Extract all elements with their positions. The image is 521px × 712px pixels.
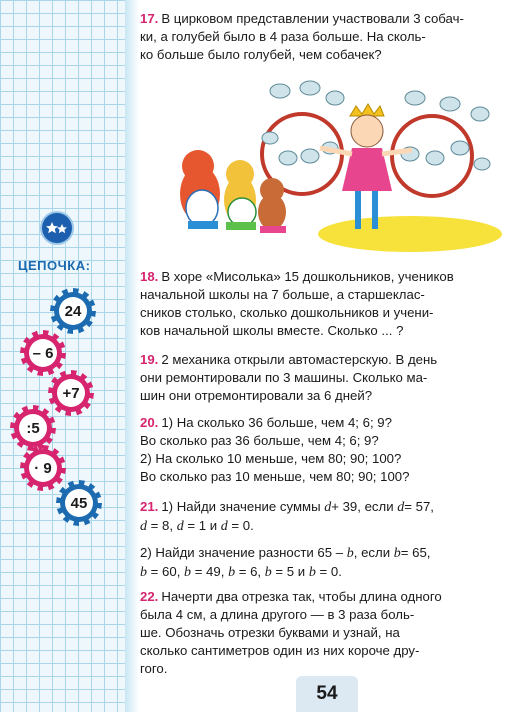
task-22 <box>140 588 505 678</box>
task-text: 2) Найди значение разности 65 – <box>140 545 344 560</box>
gear-label: – 6 <box>32 344 54 362</box>
task-text: 1) На сколько 36 больше, чем 4; 6; 9? <box>161 415 392 430</box>
task-text: 2) На сколько 10 меньше, чем 80; 90; 100? <box>140 451 402 466</box>
task-number: 18. <box>140 269 159 284</box>
task-text: , если <box>353 545 391 560</box>
gear-label: :5 <box>26 419 40 437</box>
variable: d <box>324 500 332 515</box>
task-text: Во сколько раз 10 меньше, чем 80; 90; 100? <box>140 469 410 484</box>
task-number: 17. <box>140 11 159 26</box>
task-number: 20. <box>140 415 159 430</box>
gear-label: 24 <box>64 302 82 320</box>
task-19 <box>140 351 505 405</box>
main-content <box>140 0 515 712</box>
task-text: = 65, <box>400 545 431 560</box>
star-badge-icon <box>42 213 72 243</box>
task-number: 21. <box>140 499 159 514</box>
task-text: шин они отремонтировали за 6 дней? <box>140 388 373 403</box>
task-text: ко больше было голубей, чем собачек? <box>140 47 382 62</box>
task-text: 2 механика открыли автомастерскую. В день <box>161 352 438 367</box>
variable: b <box>393 546 401 561</box>
margin-edge <box>125 0 139 712</box>
task-text: = 5 и <box>271 564 309 579</box>
task-text: = 0. <box>315 564 342 579</box>
task-text: = 6, <box>235 564 265 579</box>
task-text: = 1 и <box>183 518 221 533</box>
task-text: = 8, <box>147 518 177 533</box>
task-20 <box>140 414 505 486</box>
task-text: = 57, <box>404 499 434 514</box>
page-number: 54 <box>316 683 338 704</box>
task-text: сников столько, сколько дошкольников и учени- <box>140 305 434 320</box>
task-text: В цирковом представлении участвовали 3 собач- <box>161 11 464 26</box>
task-text: + 39, если <box>331 499 394 514</box>
task-text-values <box>140 563 505 582</box>
variable: d <box>140 519 147 534</box>
variable: b <box>184 565 192 580</box>
page-number-box <box>296 676 358 712</box>
variable: d <box>397 500 405 515</box>
gear-label: · 9 <box>34 459 52 477</box>
chain-gear <box>50 288 96 334</box>
task-text: = 60, <box>147 564 185 579</box>
task-text: = 49, <box>191 564 229 579</box>
task-text: ше. Обозначь отрезки буквами и узнай, на <box>140 625 400 640</box>
task-number: 22. <box>140 589 159 604</box>
task-text: была 4 см, а длина другого — в 3 раза боль- <box>140 607 415 622</box>
task-text: гого. <box>140 661 168 676</box>
variable: b <box>228 565 236 580</box>
variable: b <box>140 565 147 580</box>
chain-title: ЦЕПОЧКА: <box>18 258 91 273</box>
task-17 <box>140 10 505 64</box>
task-text: В хоре «Мисолька» 15 дошкольников, учеников <box>161 269 454 284</box>
variable: d <box>220 519 228 534</box>
task-text: = 0. <box>227 518 254 533</box>
variable: b <box>346 546 354 561</box>
gear-label: +7 <box>62 384 80 402</box>
task-21 <box>140 498 505 582</box>
task-text: сколько сантиметров один из них короче дру- <box>140 643 420 658</box>
task-text: Во сколько раз 36 больше, чем 4; 6; 9? <box>140 433 379 448</box>
task-text: начальной школы на 7 больше, а старшеклас- <box>140 287 425 302</box>
variable: d <box>176 519 184 534</box>
task-text: они ремонтировали по 3 машины. Сколько ма- <box>140 370 428 385</box>
task-18 <box>140 268 505 340</box>
task-text: Начерти два отрезка так, чтобы длина одного <box>161 589 442 604</box>
task-number: 19. <box>140 352 159 367</box>
task-text-values <box>140 517 505 536</box>
task-text: 1) Найди значение суммы <box>161 499 321 514</box>
task-text: ки, а голубей было в 4 раза больше. На сколь- <box>140 29 426 44</box>
gear-label: 45 <box>70 494 88 512</box>
task-text: ков начальной школы вместе. Сколько ... ? <box>140 323 404 338</box>
variable: b <box>264 565 272 580</box>
chain-gear <box>56 480 102 526</box>
variable: b <box>308 565 316 580</box>
